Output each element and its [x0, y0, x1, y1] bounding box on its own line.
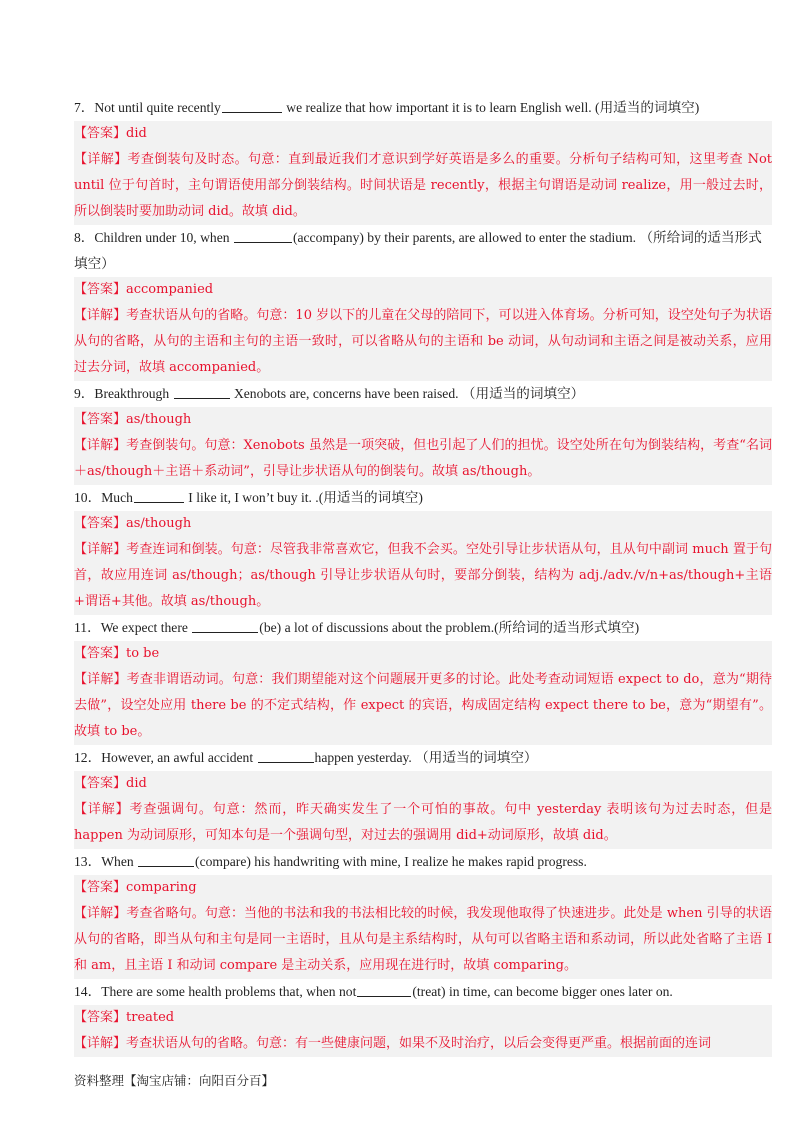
question-text-pre: Much — [101, 490, 133, 505]
answer-blank — [192, 619, 258, 633]
question-number: 10． — [74, 490, 102, 505]
answer-blank — [357, 983, 411, 997]
question-text-post: (compare) his handwriting with mine, I realize he makes rapid progress. — [195, 854, 587, 869]
answer-blank — [222, 99, 282, 113]
question-text-pre: There are some health problems that, when not — [101, 984, 357, 999]
answer-line: 【答案】comparing — [74, 880, 197, 895]
answer-block-14 — [74, 1005, 772, 1057]
question-text-post: (treat) in time, can become bigger ones later on. — [412, 984, 673, 999]
answer-line: 【答案】treated — [74, 1010, 175, 1025]
explanation-text: 【详解】考查状语从句的省略。句意：10 岁以下的儿童在父母的陪同下，可以进入体育场。分析可知，设空处句子为状语从句的省略，从句的主语和主句的主语一致时，可以省略从句的主语和 be 动词，从句动词和主语之间是被动关系，应用过去分词，故填 accompanied。 — [74, 308, 772, 375]
answer-line: 【答案】to be — [74, 646, 160, 661]
answer-block-9 — [74, 407, 772, 485]
answer-blank — [134, 489, 184, 503]
explanation-text: 【详解】考查倒装句。句意：Xenobots 虽然是一项突破，但也引起了人们的担忧。设空处所在句为倒装结构，考查“名词＋as/though＋主语＋系动词”，引导让步状语从句的倒装句。故填 as/though。 — [74, 438, 772, 479]
explanation-text: 【详解】考查强调句。句意：然而，昨天确实发生了一个可怕的事故。句中 yesterday 表明该句为过去时态，但是 happen 为动词原形，可知本句是一个强调句型，对过去的强调用 did+动词原形，故填 did。 — [74, 802, 772, 843]
question-text-pre: Not until quite recently — [94, 100, 221, 115]
answer-blank — [138, 853, 194, 867]
question-12 — [74, 745, 772, 771]
question-14 — [74, 979, 772, 1005]
question-number: 8． — [74, 230, 95, 245]
question-text-post: (accompany) by their parents, are allowed to enter the stadium. （所给词的适当形式填空） — [74, 230, 762, 271]
question-text-pre: Breakthrough — [94, 386, 173, 401]
answer-line: 【答案】as/though — [74, 412, 192, 427]
answer-blank — [234, 229, 292, 243]
answer-line: 【答案】did — [74, 776, 147, 791]
explanation-text: 【详解】考查倒装句及时态。句意：直到最近我们才意识到学好英语是多么的重要。分析句子结构可知，这里考查 Not until 位于句首时，主句谓语使用部分倒装结构。时间状语是 recently，根据主句谓语是动词 realize，用一般过去时，所以倒装时要加助动词 did。故填 did。 — [74, 152, 772, 219]
answer-block-7 — [74, 121, 772, 225]
question-number: 9． — [74, 386, 95, 401]
question-10 — [74, 485, 772, 511]
question-number: 7． — [74, 100, 95, 115]
question-text-post: I like it, I won’t buy it. .(用适当的词填空) — [184, 490, 423, 505]
question-9 — [74, 381, 772, 407]
answer-line: 【答案】as/though — [74, 516, 192, 531]
question-text-post: Xenobots are, concerns have been raised. （用适当的词填空） — [230, 386, 585, 401]
question-text-post: (be) a lot of discussions about the problem.(所给词的适当形式填空) — [259, 620, 640, 635]
question-number: 11． — [74, 620, 101, 635]
answer-line: 【答案】accompanied — [74, 282, 214, 297]
question-8 — [74, 225, 772, 277]
page-footer: 资料整理【淘宝店铺：向阳百分百】 — [74, 1073, 275, 1088]
explanation-text: 【详解】考查非谓语动词。句意：我们期望能对这个问题展开更多的讨论。此处考查动词短语 expect to do，意为“期待去做”，设空处应用 there be 的不定式结构，作 expect 的宾语，构成固定结构 expect there to be，意为“期望有”。故填 to be。 — [74, 672, 772, 739]
question-number: 14． — [74, 984, 102, 999]
question-text-pre: Children under 10, when — [94, 230, 233, 245]
answer-blank — [174, 385, 230, 399]
question-text-post: we realize that how important it is to learn English well. (用适当的词填空) — [282, 100, 700, 115]
question-text-pre: When — [101, 854, 138, 869]
question-11 — [74, 615, 772, 641]
question-13 — [74, 849, 772, 875]
question-text-pre: However, an awful accident — [101, 750, 257, 765]
question-number: 13． — [74, 854, 102, 869]
answer-block-13 — [74, 875, 772, 979]
questions-list — [74, 95, 772, 1057]
answer-block-12 — [74, 771, 772, 849]
answer-block-10 — [74, 511, 772, 615]
question-7 — [74, 95, 772, 121]
answer-block-8 — [74, 277, 772, 381]
question-text-post: happen yesterday. （用适当的词填空） — [314, 750, 538, 765]
explanation-text: 【详解】考查连词和倒装。句意：尽管我非常喜欢它，但我不会买。空处引导让步状语从句，且从句中副词 much 置于句首，故应用连词 as/though；as/though 引导让步状语从句时，要部分倒装，结构为 adj./adv./v/n+as/though+主语+谓语+其他。故填 as/though。 — [74, 542, 772, 609]
explanation-text: 【详解】考查状语从句的省略。句意：有一些健康问题，如果不及时治疗，以后会变得更严重。根据前面的连词 — [74, 1036, 712, 1051]
answer-line: 【答案】did — [74, 126, 147, 141]
answer-blank — [258, 749, 314, 763]
question-number: 12． — [74, 750, 102, 765]
question-text-pre: We expect there — [100, 620, 192, 635]
answer-block-11 — [74, 641, 772, 745]
explanation-text: 【详解】考查省略句。句意：当他的书法和我的书法相比较的时候，我发现他取得了快速进步。此处是 when 引导的状语从句的省略，即当从句和主句是同一主语时，且从句是主系结构时，从句可以省略主语和系动词，所以此处省略了主语 I 和 am，且主语 I 和动词 compare 是主动关系，应用现在进行时，故填 comparing。 — [74, 906, 772, 973]
